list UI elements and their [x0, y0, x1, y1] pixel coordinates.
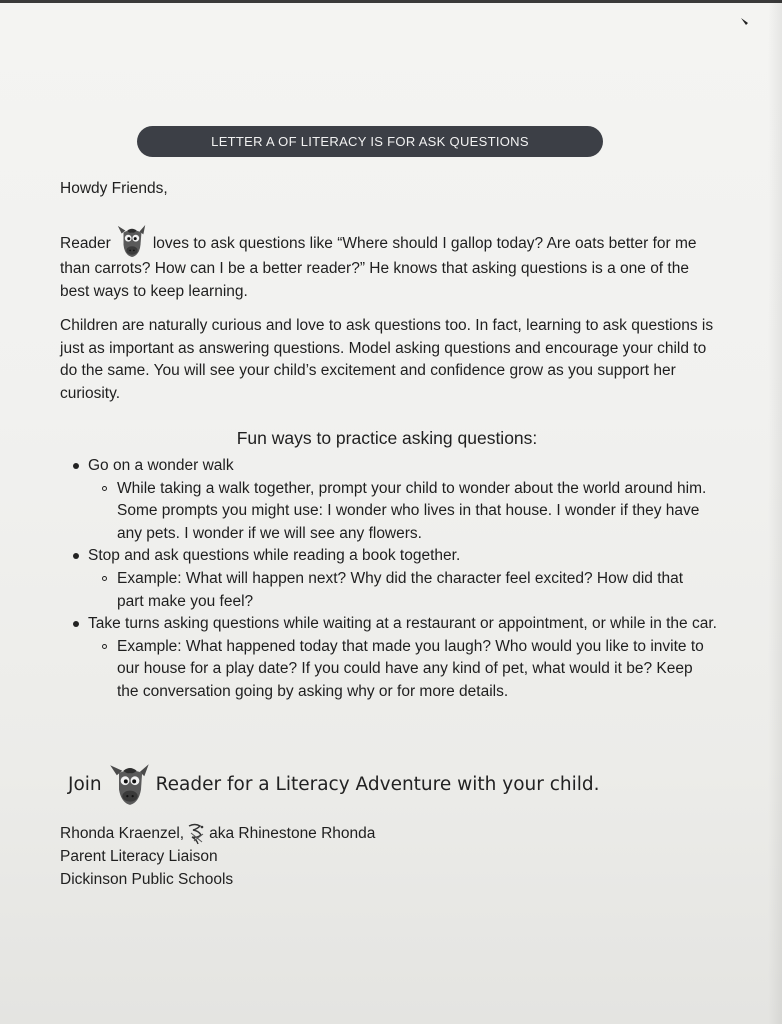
- signature-block: [60, 822, 375, 891]
- paragraph-2: Children are naturally curious and love to ask questions too. In fact, learning to ask questions is just as important as answering questions. Model asking questions and encourage your child to do the same. You will see your child’s excitement and confidence grow as you support her curiosity.: [60, 317, 714, 402]
- bullet-icon: [73, 621, 79, 627]
- list-subitem-text: Example: What happened today that made you laugh? Who would you like to invite to our house for a play date? If you could have any kind of pet, what would it be? Keep the conversation going by asking why or for more details.: [117, 637, 704, 700]
- section-heading: Fun ways to practice asking questions:: [236, 428, 538, 448]
- paragraph-1: [60, 224, 720, 303]
- signer-title: Parent Literacy Liaison: [60, 848, 218, 865]
- list-item-text: Go on a wonder walk: [88, 457, 234, 474]
- signature-name-line: [60, 822, 375, 846]
- top-edge: [0, 0, 782, 3]
- list-item-text: Take turns asking questions while waiting at a restaurant or appointment, or while in the car.: [88, 615, 717, 633]
- list-item-text: Stop and ask questions while reading a book together.: [88, 547, 461, 565]
- bullet-icon: [73, 463, 79, 469]
- hollow-bullet-icon: [102, 644, 107, 649]
- bullet-icon: [73, 553, 79, 559]
- list-subitem: [60, 636, 720, 704]
- horse-mascot-icon: [113, 224, 151, 258]
- horse-mascot-icon: [108, 762, 152, 806]
- list-subitem-text: While taking a walk together, prompt your child to wonder about the world around him. Some prompts you might use: I wonder who lives in that house. I wonder if they have any pets. I wonder if we will see any flowers.: [117, 479, 707, 542]
- hollow-bullet-icon: [102, 486, 107, 491]
- signer-organization: Dickinson Public Schools: [60, 870, 234, 888]
- reader-name: Reader: [60, 235, 111, 252]
- signer-aka: aka Rhinestone Rhonda: [209, 824, 376, 842]
- paragraph-1-text: loves to ask questions like “Where should I gallop today? Are oats better for me than carrots? How can I be a better reader?” He knows that asking questions is a one of the best ways to keep learning.: [60, 235, 697, 300]
- hollow-bullet-icon: [102, 576, 107, 581]
- practice-list: [60, 455, 720, 704]
- join-text-end: Reader for a Literacy Adventure with your child.: [155, 773, 600, 795]
- greeting: Howdy Friends,: [60, 180, 168, 197]
- list-item: [60, 613, 720, 636]
- banner-title: LETTER A OF LITERACY IS FOR ASK QUESTIONS: [211, 134, 529, 149]
- signer-name: Rhonda Kraenzel,: [60, 824, 185, 842]
- list-item: [60, 545, 720, 568]
- list-subitem: [60, 478, 720, 546]
- corner-mark: [740, 16, 750, 26]
- join-line: [68, 762, 600, 806]
- page-shadow: [768, 0, 782, 1024]
- rhinestone-doodle-icon: [185, 822, 207, 846]
- title-banner: [137, 126, 603, 157]
- join-text-start: Join: [68, 773, 102, 795]
- list-subitem: [60, 568, 720, 613]
- list-item: [60, 455, 720, 478]
- list-subitem-text: Example: What will happen next? Why did the character feel excited? How did that part make you feel?: [117, 569, 684, 610]
